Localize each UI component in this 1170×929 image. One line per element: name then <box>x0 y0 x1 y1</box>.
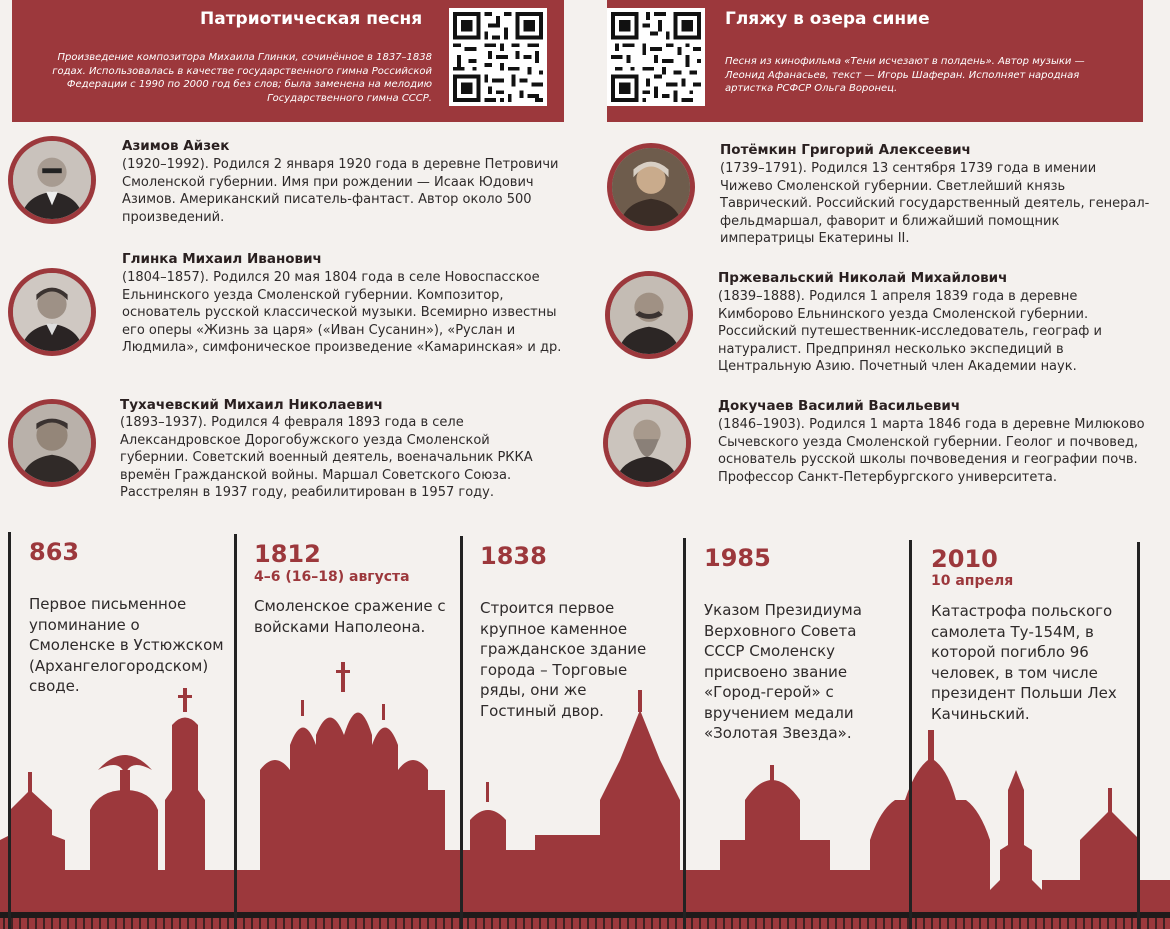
qr-code-icon[interactable] <box>607 8 705 106</box>
timeline-marker <box>460 536 463 929</box>
person-bio: (1804–1857). Родился 20 мая 1804 года в селе Новоспасское Ельнинского уезда Смоленской губернии. Композитор, основатель русской классической музыки. Всемирно известны его оперы «Жизнь за царя» («Иван Сусанин»), «Руслан и Людмила», симфоническое произведение «Камаринская» и др. <box>122 270 562 355</box>
person-name: Докучаев Василий Васильевич <box>718 398 961 414</box>
person-name: Пржевальский Николай Михайлович <box>718 270 1008 286</box>
person-name: Глинка Михаил Иванович <box>122 251 322 267</box>
song-description: Произведение композитора Михаила Глинки, сочинённое в 1837–1838 годах. Использовалась в качестве государственного гимна Российской Федерации с 1990 по 2000 год без слов; была заменена на мелодию Государственного гимна СССР. <box>52 52 432 104</box>
timeline-year: 2010 <box>931 545 998 573</box>
timeline-date: 10 апреля <box>931 573 1014 589</box>
song-title: Гляжу в озера синие <box>725 9 930 29</box>
timeline-text: Указом Президиума Верховного Совета СССР Смоленску присвоено звание «Город-герой» с вручением медали «Золотая Звезда». <box>704 601 862 742</box>
person-bio: (1739–1791). Родился 13 сентября 1739 года в имении Чижево Смоленской губернии. Светлейший князь Таврический. Российский государственный деятель, генерал-фельдмаршал, фаворит и ближайший помощник императрицы Екатерины II. <box>720 161 1150 246</box>
person-name: Тухачевский Михаил Николаевич <box>120 397 383 413</box>
portrait-potemkin <box>607 143 695 231</box>
portrait-glinka <box>8 268 96 356</box>
qr-code-icon[interactable] <box>449 8 547 106</box>
timeline-year: 1838 <box>480 542 547 570</box>
timeline-marker <box>683 538 686 929</box>
timeline-date: 4–6 (16–18) августа <box>254 569 410 585</box>
timeline-text: Первое письменное упоминание о Смоленске в Устюжском (Архангелогородском) своде. <box>29 595 224 695</box>
timeline-year: 1985 <box>704 544 771 572</box>
person-bio: (1839–1888). Родился 1 апреля 1839 года в деревне Кимборово Ельнинского уезда Смоленской губернии. Российский путешественник-исследователь, географ и натуралист. Предпринял несколько экспедиций в Центральную Азию. Почетный член Академии наук. <box>718 289 1102 374</box>
timeline-year: 1812 <box>254 540 321 568</box>
timeline-marker <box>909 540 912 929</box>
portrait-przhevalsky <box>605 271 693 359</box>
person-name: Потёмкин Григорий Алексеевич <box>720 142 971 158</box>
portrait-tukhachevsky <box>8 399 96 487</box>
person-name: Азимов Айзек <box>122 138 230 154</box>
timeline-marker <box>8 532 11 929</box>
person-bio: (1920–1992). Родился 2 января 1920 года в деревне Петровичи Смоленской губернии. Имя при рождении — Исаак Юдович Азимов. Американский писатель-фантаст. Автор около 500 произведений. <box>122 157 559 225</box>
song-description: Песня из кинофильма «Тени исчезают в полдень». Автор музыки — Леонид Афанасьев, текст — Игорь Шаферан. Исполняет народная артистка РСФСР Ольга Воронец. <box>725 56 1085 94</box>
timeline-text: Строится первое крупное каменное гражданское здание города – Торговые ряды, они же Гостиный двор. <box>480 599 647 720</box>
song-banner-patriotic <box>12 0 564 122</box>
song-title: Патриотическая песня <box>200 9 423 29</box>
timeline-text: Катастрофа польского самолета Ту-154М, в которой погибло 96 человек, в том числе президент Польши Лех Качиньский. <box>931 602 1117 723</box>
timeline-text: Смоленское сражение с войсками Наполеона. <box>254 597 446 636</box>
timeline-marker <box>234 534 237 929</box>
portrait-dokuchaev <box>603 399 691 487</box>
person-bio: (1893–1937). Родился 4 февраля 1893 года в селе Александровское Дорогобужского уезда Смоленской губернии. Советский военный деятель, военачальник РККА времён Гражданской войны. Маршал Советского Союза. Расстрелян в 1937 году, реабилитирован в 1957 году. <box>120 415 533 500</box>
timeline-marker <box>1137 542 1140 929</box>
timeline-year: 863 <box>29 538 80 566</box>
song-banner-lakes <box>607 0 1143 122</box>
person-bio: (1846–1903). Родился 1 марта 1846 года в деревне Милюково Сычевского уезда Смоленской губернии. Геолог и почвовед, основатель русской школы почвоведения и географии почв. Профессор Санкт-Петербургского университета. <box>718 417 1145 485</box>
portrait-asimov <box>8 136 96 224</box>
